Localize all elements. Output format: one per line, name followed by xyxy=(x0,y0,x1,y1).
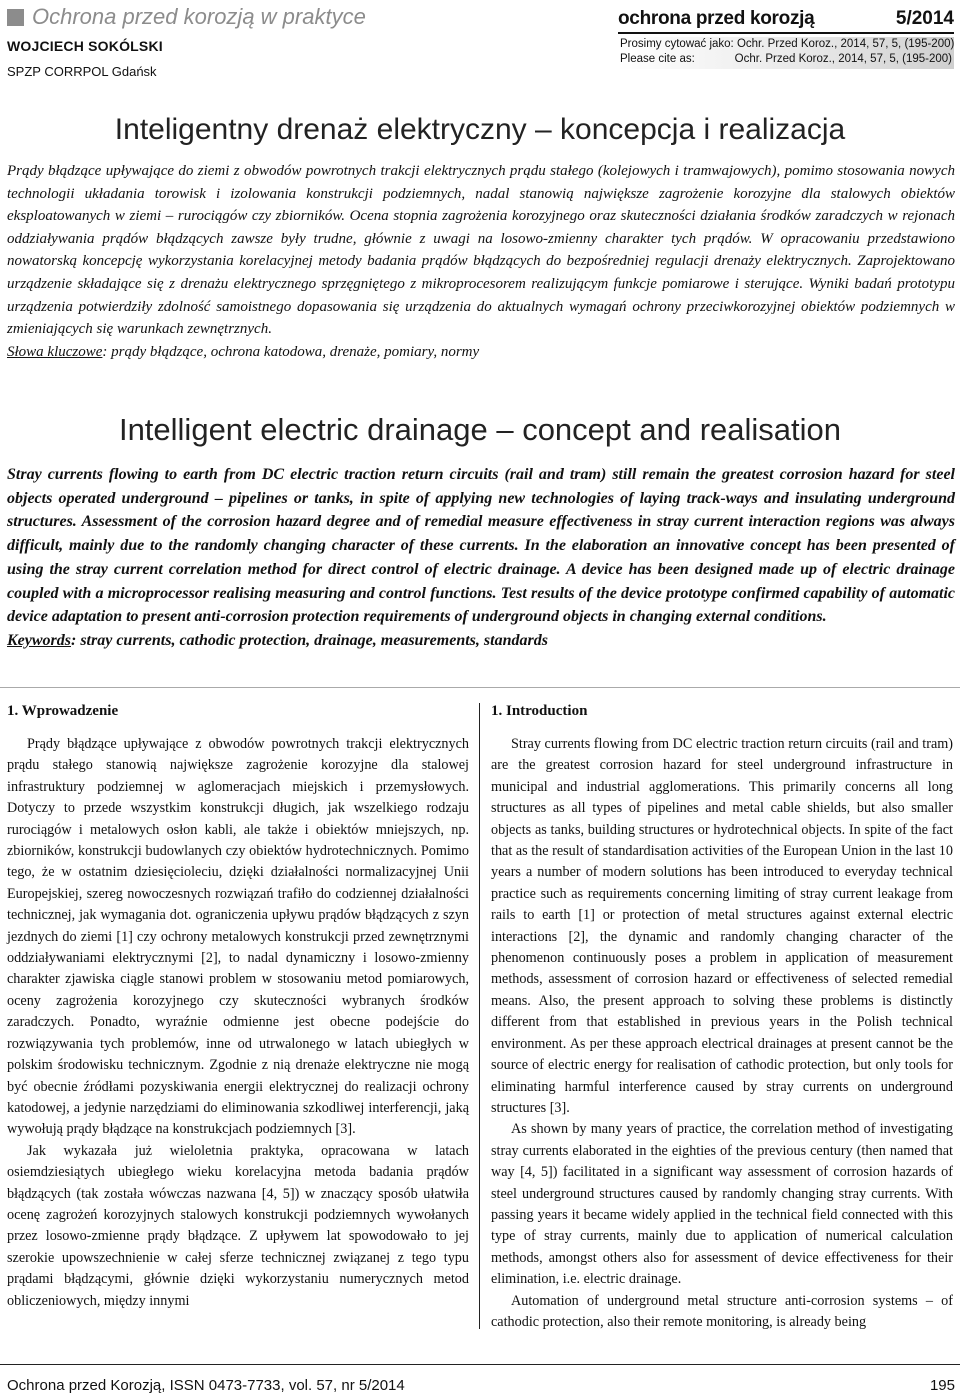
right-column xyxy=(491,703,953,1333)
journal-name-text: Ochrona przed korozją w praktyce xyxy=(32,4,366,29)
keywords-label-polish: Słowa kluczowe xyxy=(7,343,103,360)
article-title-polish: Inteligentny drenaż elektryczny – koncepcja i realizacja xyxy=(114,113,846,146)
column-divider xyxy=(479,703,480,1329)
abstract-polish-text: Prądy błądzące upływające do ziemi z obwodów powrotnych trakcji elektrycznych prądu stałego (kolejowych i tramwajowych), pomimo stosowania nowych technologii układania torowisk i izolowania konstrukcji podziemnych, nadal stanowią największe zagrożenie korozyjne dla stalowych obiektów eksploatowanych w ziemi – rurociągów czy zbiorników. Ocena stopnia zagrożenia korozyjnego oraz skuteczności działania środków zaradczych w rejonach oddziaływania prądów błądzących zawsze były trudne, głównie z uwagi na losowo-zmienny charakter tych prądów. W opracowaniu przedstawiono nowatorską koncepcję wykorzystania korelacyjnej metody badania prądów błądzących do bezpośredniej regulacji drenaży elektrycznych. Zaprojektowano urządzenie składające się z drenażu elektrycznego sprzęgniętego z mikroprocesorem realizującym funkcje pomiarowe i sterujące. Wyniki badań prototypu urządzenia potwierdziły zdolność samoistnego dopasowania się urządzenia do aktualnych wymagań ochrony przeciwkorozyjnej obiektów podziemnych w zmieniających się warunkach zewnętrznych. xyxy=(7,163,955,338)
keywords-polish-text: : prądy błądzące, ochrona katodowa, drenaże, pomiary, normy xyxy=(102,343,480,360)
article-title-english: Intelligent electric drainage – concept and realisation xyxy=(118,412,842,447)
paragraph: Stray currents flowing from DC electric traction return circuits (rail and tram) are the greatest corrosion hazard for steel underground infrastructure in municipal and industrial agglomerations. This primarily concerns all long structures as all types of pipelines and metal cable shields, but also smaller objects as tanks, building structures or hydrotechnical objects. In spite of the fact that as the result of standardisation activities of the European Union in the last 10 years a number of modern solutions has been introduced to everyday technical practice such as requirements concerning limiting of stray current leakage from rails to earth [1] or protection of metal structures against external electric interactions [2], the dynamic and randomly changing character of the phenomenon continuously poses a problem in application of measurement methods, assessment of corrosion hazard or effectiveness of selected remedial means. Also, the present approach to solving these problems is distinctly different from that established in previous years in the Polish technical environment. As per these approach electrical drainages at present cannot be the source of electric energy for realisation of cathodic protection, but only tools for eliminating harmful interference caused by stray currents on underground structures [3]. xyxy=(491,736,953,1116)
header-right xyxy=(618,8,954,69)
keywords-english-text: : stray currents, cathodic protection, drainage, measurements, standards xyxy=(71,631,548,649)
keywords-label-english: Keywords xyxy=(7,631,71,649)
footer-citation: Ochrona przed Korozją, ISSN 0473-7733, vol. 57, nr 5/2014 xyxy=(7,1377,405,1394)
journal-title: ochrona przed korozją xyxy=(618,8,815,29)
citation-ref-en: Ochr. Przed Koroz., 2014, 57, 5, (195-200) xyxy=(734,53,952,65)
author-name: WOJCIECH SOKÓLSKI xyxy=(7,38,163,54)
citation-box xyxy=(618,37,954,69)
footer-rule xyxy=(0,1364,960,1365)
journal-banner xyxy=(618,8,954,34)
abstract-english xyxy=(7,463,955,653)
citation-label-pl: Prosimy cytować jako: xyxy=(620,38,734,50)
abstract-polish xyxy=(7,160,955,363)
page-footer xyxy=(7,1377,955,1394)
section-divider xyxy=(0,687,960,688)
paragraph: Prądy błądzące upływające z obwodów powrotnych trakcji elektrycznych prądu stałego stanowią największe zagrożenie korozyjne dla stalowej infrastruktury podziemnej w aglomeracjach miejskich i przemysłowych. Dotyczy to przede wszystkim konstrukcji długich, jak wszelkiego rodzaju rurociągów i metalowych osłon kabli, ale także i obiektów mniejszych, np. zbiorników, konstrukcji budowlanych czy obiektów hydrotechnicznych. Pomimo tego, że w ostatnim dziesięcioleciu, dzięki działalności normalizacyjnej Unii Europejskiej, szereg nowoczesnych rozwiązań trafiło do codziennej działalności technicznej, jak wymagania dot. ograniczenia upływu prądów błądzących z szyn jezdnych do ziemi [1] czy ochrony metalowych konstrukcji przed zewnętrznymi oddziaływaniami elektrycznymi [2], to nadal dynamiczny i losowo-zmienny charakter zjawiska ciągle stanowi problem w stosowaniu metod pomiarowych, oceny zagrożenia korozyjnego czy skuteczności wybranych środków zaradczych. Ponadto, wyraźnie odmienne jest obecne podejście do rozwiązywania tych problemów, inne od utrwalonego w latach ubiegłych w polskim środowisku technicznym. Zgodnie z nią drenaże elektryczne nie mogą być obecnie źródłami pozyskiwania energii elektrycznej do realizacji ochrony katodowej, a jedynie narzędziami do eliminowania szkodliwej interferencji, jaką wywołują prądy błądzące na konstrukcjach podziemnych [3]. xyxy=(7,736,469,1138)
paragraph: Automation of underground metal structure anti-corrosion systems – of cathodic protection, also their remote monitoring, is already being xyxy=(491,1292,953,1330)
square-bullet-icon xyxy=(7,9,24,26)
citation-row-pl xyxy=(620,37,955,52)
citation-row-en xyxy=(620,52,952,67)
section-heading-english: 1. Introduction xyxy=(491,703,588,719)
author-affiliation: SPZP CORRPOL Gdańsk xyxy=(7,64,157,79)
journal-name xyxy=(7,4,447,30)
paragraph: Jak wykazała już wieloletnia praktyka, opracowana w latach osiemdziesiątych ubiegłego wieku korelacyjna metoda badania prądów błądzących (tak została wówczas nazwana [4, 5]) w znaczący sposób ułatwiła ocenę zagrożeń korozyjnych stalowych konstrukcji podziemnych wywołanych przez losowo-zmienne prądy błądzące. Z upływem lat spowodowało to jej szerokie upowszechnienie w całej sferze technicznej związanej z tego typu prądami błądzącymi, głównie dzięki wykorzystaniu numerycznych metod obliczeniowych, między innymi xyxy=(7,1142,469,1309)
citation-label-en: Please cite as: xyxy=(620,53,695,65)
issue-number: 5/2014 xyxy=(895,8,954,29)
keywords-polish xyxy=(7,341,955,364)
paragraph: As shown by many years of practice, the correlation method of investigating stray currents elaborated in the eighties of the previous century (then named that way [4, 5]) facilitated in a significant way assessment of corrosion hazards of steel underground structures caused by randomly changing stray currents. With passing years it became widely applied in the technical field connected with this type of stray currents, mainly due to application of numerical calculation methods, amongst others also for assessment of device effectiveness for their elimination, i.e. electric drainage. xyxy=(491,1121,953,1288)
citation-ref-pl: Ochr. Przed Koroz., 2014, 57, 5, (195-200) xyxy=(736,38,955,50)
abstract-english-text: Stray currents flowing to earth from DC electric traction return circuits (rail and tram) still remain the greatest corrosion hazard for steel objects operated underground – pipelines or tanks, in spite of applying new technologies of laying track-ways and insulating underground structures. Assessment of the corrosion hazard degree and of remedial measure effectiveness in stray current interaction regions was always difficult, mainly due to the randomly changing character of these currents. In the elaboration an innovative concept has been presented of using the stray current correlation method for direct control of electric drainage. A device has been designed made up of electric drainage coupled with a microprocessor realising measuring and control functions. Test results of the device prototype confirmed capability of automatic device adaptation to present anti-corrosion protection requirements of underground objects in changing external conditions. xyxy=(7,466,955,626)
header-left xyxy=(7,4,447,79)
section-heading-polish: 1. Wprowadzenie xyxy=(7,703,119,719)
page-number: 195 xyxy=(929,1377,955,1394)
keywords-english xyxy=(7,629,955,653)
left-column xyxy=(7,703,469,1312)
